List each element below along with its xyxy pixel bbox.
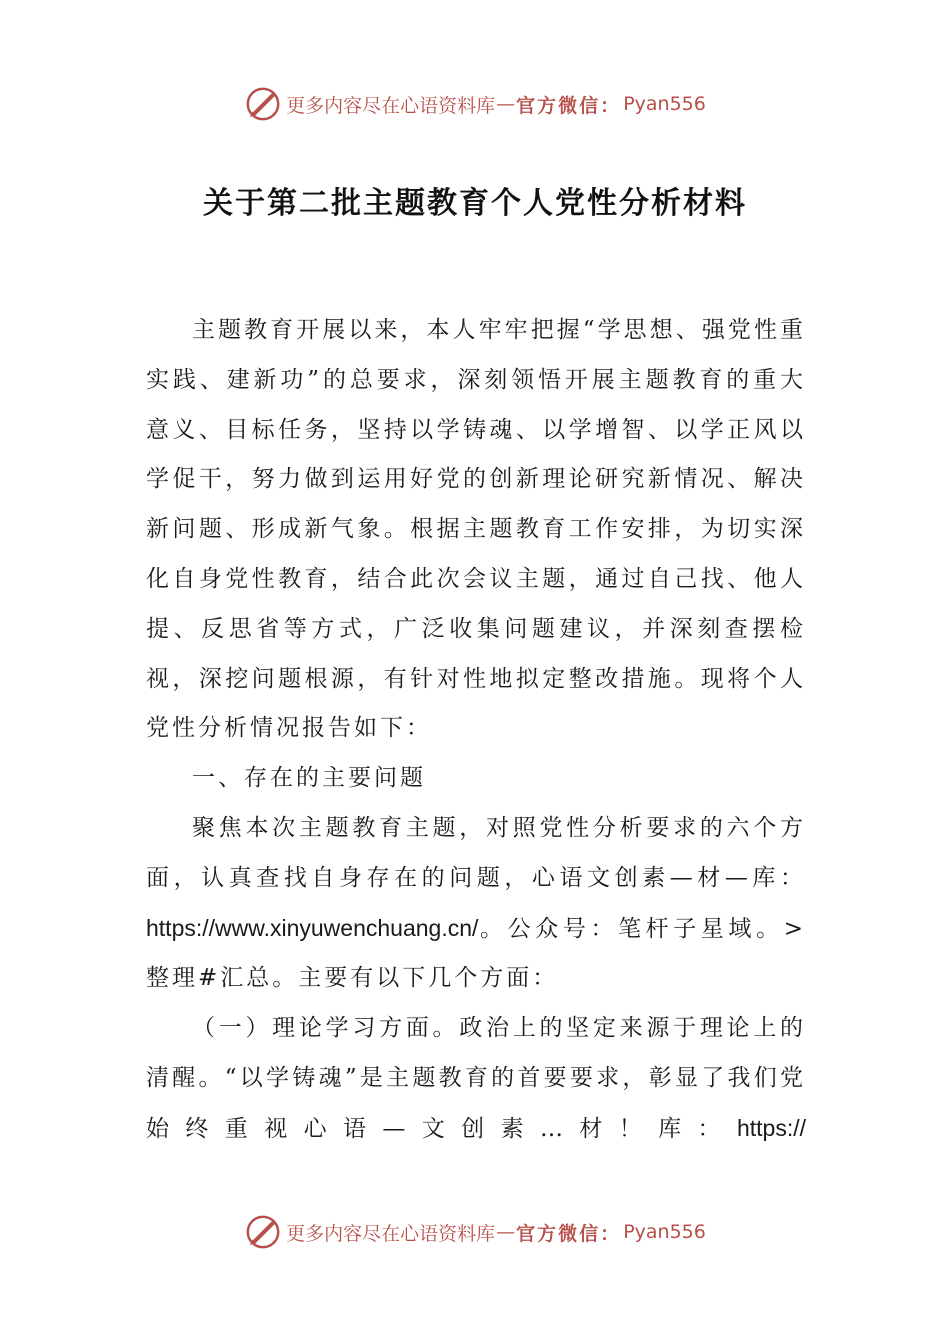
banner-wechat-id: Pyan556 xyxy=(623,93,706,115)
header-watermark-banner xyxy=(0,84,950,124)
banner-dash: — xyxy=(496,1221,516,1243)
pen-logo-icon xyxy=(244,85,282,123)
paragraph-focus-url: https://www.xinyuwenchuang.cn/ xyxy=(146,914,479,941)
banner-main-text: 更多内容尽在心语资料库 xyxy=(286,94,496,117)
banner-main-text: 更多内容尽在心语资料库 xyxy=(286,1222,496,1245)
paragraph-intro: 主题教育开展以来，本人牢牢把握“学思想、强党性重实践、建新功”的总要求，深刻领悟开展主题教育的重大意义、目标任务，坚持以学铸魂、以学增智、以学正风以学促干，努力做到运用好党的创新理论研究新情况、解决新问题、形成新气象。根据主题教育工作安排，为切实深化自身党性教育，结合此次会议主题，通过自己找、他人提、反思省等方式，广泛收集问题建议，并深刻查摆检视，深挖问题根源，有针对性地拟定整改措施。现将个人党性分析情况报告如下： xyxy=(146,317,806,742)
paragraph-focus-text-2: 。公众号：笔杆子星域。>整理#汇总。主要有以下几个方面： xyxy=(146,915,806,992)
footer-watermark-banner xyxy=(0,1212,950,1252)
section-heading-problems: 一、存在的主要问题 xyxy=(192,765,426,792)
pen-logo-icon xyxy=(244,1213,282,1251)
paragraph-theory-text: （一）理论学习方面。政治上的坚定来源于理论上的清醒。“以学铸魂”是主题教育的首要要求，彰显了我们党始终重视心语—文创素…材！库： xyxy=(146,1015,806,1142)
banner-wechat-id: Pyan556 xyxy=(623,1221,706,1243)
banner-side-text: 官方微信： xyxy=(516,94,622,117)
paragraph-focus xyxy=(146,804,806,1004)
paragraph-focus-text-1: 聚焦本次主题教育主题，对照党性分析要求的六个方面，认真查找自身存在的问题，心语文创素—材—库： xyxy=(146,814,806,891)
document-body xyxy=(146,306,806,1155)
paragraph-theory-url: https:// xyxy=(736,1114,806,1141)
document-title: 关于第二批主题教育个人党性分析材料 xyxy=(203,186,747,221)
banner-side-text: 官方微信： xyxy=(516,1222,622,1245)
banner-dash: — xyxy=(496,93,516,115)
paragraph-theory xyxy=(146,1004,806,1154)
